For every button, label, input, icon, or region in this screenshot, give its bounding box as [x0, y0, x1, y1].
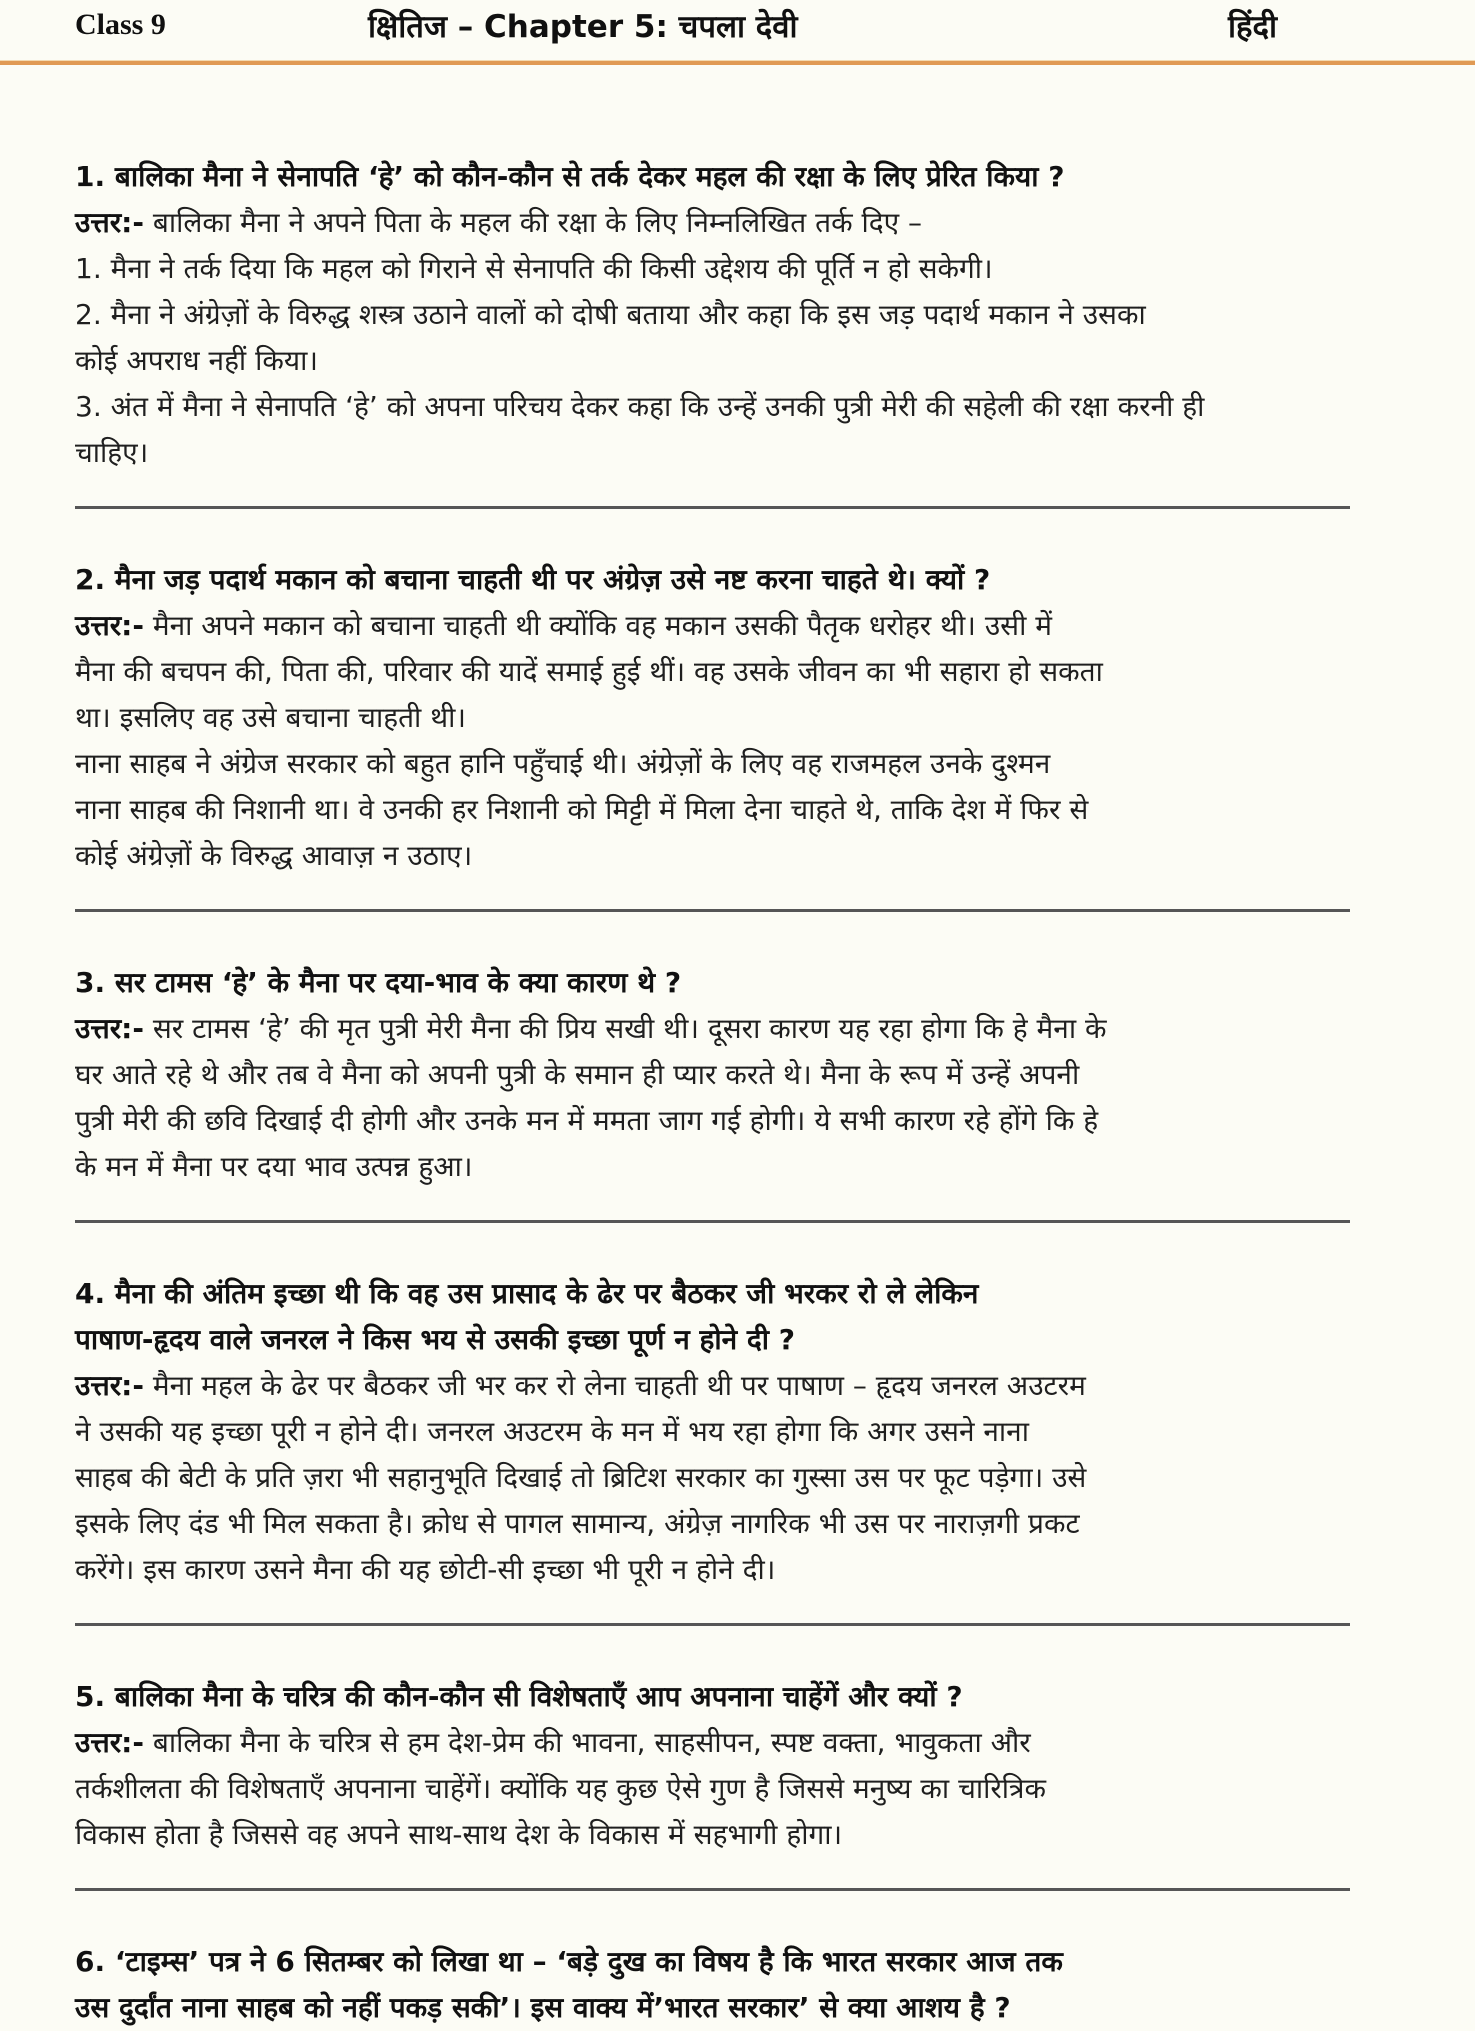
answer-line: 3. अंत में मैना ने सेनापति ‘हे’ को अपना परिचय देकर कहा कि उन्हें उनकी पुत्री मेरी की सहेली की रक्षा करनी ही: [75, 390, 1205, 423]
answer-line: नाना साहब ने अंग्रेज सरकार को बहुत हानि पहुँचाई थी। अंग्रेज़ों के लिए वह राजमहल उनके दुश्मन: [75, 747, 1051, 780]
qa-block-6: [75, 1939, 1430, 2031]
block-divider: [75, 1220, 1350, 1223]
page-header: [0, 0, 1475, 60]
block-divider: [75, 1623, 1350, 1626]
block-divider: [75, 909, 1350, 912]
qa-content: [0, 60, 1475, 2031]
question-line: 3. सर टामस ‘हे’ के मैना पर दया-भाव के क्या कारण थे ?: [75, 966, 682, 999]
qa-block-1: [75, 154, 1430, 476]
qa-block-3: [75, 960, 1430, 1190]
answer-line: इसके लिए दंड भी मिल सकता है। क्रोध से पागल सामान्य, अंग्रेज़ नागरिक भी उस पर नाराज़गी प्रकट: [75, 1507, 1080, 1540]
block-divider: [75, 1888, 1350, 1891]
header-accent-rule: [0, 60, 1475, 65]
answer-label: उत्तर:-: [75, 206, 144, 239]
class-label: Class 9: [75, 8, 166, 41]
question-line: 4. मैना की अंतिम इच्छा थी कि वह उस प्रासाद के ढेर पर बैठकर जी भरकर रो ले लेकिन: [75, 1277, 979, 1310]
answer-line: 2. मैना ने अंग्रेज़ों के विरुद्ध शस्त्र उठाने वालों को दोषी बताया और कहा कि इस जड़ पदार्थ मकान ने उसका: [75, 298, 1146, 331]
answer-line: ने उसकी यह इच्छा पूरी न होने दी। जनरल अउटरम के मन में भय रहा होगा कि अगर उसने नाना: [75, 1415, 1029, 1448]
answer-line: के मन में मैना पर दया भाव उत्पन्न हुआ।: [75, 1150, 473, 1183]
answer-label: उत्तर:-: [75, 609, 144, 642]
answer-line: 1. मैना ने तर्क दिया कि महल को गिराने से सेनापति की किसी उद्देशय की पूर्ति न हो सकेगी।: [75, 252, 993, 285]
qa-block-5: [75, 1674, 1430, 1858]
answer-line: उत्तर:- मैना महल के ढेर पर बैठकर जी भर कर रो लेना चाहती थी पर पाषाण – हृदय जनरल अउटरम: [75, 1369, 1086, 1402]
answer-line: था। इसलिए वह उसे बचाना चाहती थी।: [75, 701, 466, 734]
answer-line: करेंगे। इस कारण उसने मैना की यह छोटी-सी इच्छा भी पूरी न होने दी।: [75, 1553, 776, 1586]
answer-line: उत्तर:- बालिका मैना ने अपने पिता के महल की रक्षा के लिए निम्नलिखित तर्क दिए –: [75, 206, 923, 239]
answer-line: कोई अपराध नहीं किया।: [75, 344, 318, 377]
answer-line: कोई अंग्रेज़ों के विरुद्ध आवाज़ न उठाए।: [75, 839, 473, 872]
answer-line: विकास होता है जिससे वह अपने साथ-साथ देश के विकास में सहभागी होगा।: [75, 1818, 843, 1851]
question-line: पाषाण-हृदय वाले जनरल ने किस भय से उसकी इच्छा पूर्ण न होने दी ?: [75, 1323, 795, 1356]
answer-line: मैना की बचपन की, पिता की, परिवार की यादें समाई हुई थीं। वह उसके जीवन का भी सहारा हो सकता: [75, 655, 1103, 688]
answer-line: उत्तर:- बालिका मैना के चरित्र से हम देश-प्रेम की भावना, साहसीपन, स्पष्ट वक्ता, भावुकता और: [75, 1726, 1031, 1759]
answer-line: घर आते रहे थे और तब वे मैना को अपनी पुत्री के समान ही प्यार करते थे। मैना के रूप में उन्हें अपनी: [75, 1058, 1080, 1091]
answer-line: नाना साहब की निशानी था। वे उनकी हर निशानी को मिट्टी में मिला देना चाहते थे, ताकि देश में फिर से: [75, 793, 1089, 826]
block-divider: [75, 506, 1350, 509]
question-line: उस दुर्दांत नाना साहब को नहीं पकड़ सकी’। इस वाक्य में’भारत सरकार’ से क्या आशय है ?: [75, 1991, 1011, 2024]
answer-label: उत्तर:-: [75, 1369, 144, 1402]
page-title: क्षितिज – Chapter 5: चपला देवी: [368, 9, 798, 45]
question-line: 6. ‘टाइम्स’ पत्र ने 6 सितम्बर को लिखा था – ‘बड़े दुख का विषय है कि भारत सरकार आज तक: [75, 1945, 1063, 1978]
answer-label: उत्तर:-: [75, 1012, 144, 1045]
answer-line: तर्कशीलता की विशेषताएँ अपनाना चाहेंगें। क्योंकि यह कुछ ऐसे गुण है जिससे मनुष्य का चारित्रिक: [75, 1772, 1047, 1805]
qa-block-4: [75, 1271, 1430, 1593]
question-line: 5. बालिका मैना के चरित्र की कौन-कौन सी विशेषताएँ आप अपनाना चाहेंगें और क्यों ?: [75, 1680, 963, 1713]
answer-line: साहब की बेटी के प्रति ज़रा भी सहानुभूति दिखाई तो ब्रिटिश सरकार का गुस्सा उस पर फूट पड़ेगा। उसे: [75, 1461, 1087, 1494]
question-line: 1. बालिका मैना ने सेनापति ‘हे’ को कौन-कौन से तर्क देकर महल की रक्षा के लिए प्रेरित किया ?: [75, 160, 1065, 193]
answer-line: उत्तर:- मैना अपने मकान को बचाना चाहती थी क्योंकि वह मकान उसकी पैतृक धरोहर थी। उसी में: [75, 609, 1052, 642]
subject-label: हिंदी: [1228, 9, 1277, 45]
answer-line: उत्तर:- सर टामस ‘हे’ की मृत पुत्री मेरी मैना की प्रिय सखी थी। दूसरा कारण यह रहा होगा कि हे मैना के: [75, 1012, 1107, 1045]
answer-line: पुत्री मेरी की छवि दिखाई दी होगी और उनके मन में ममता जाग गई होगी। ये सभी कारण रहे होंगे कि हे: [75, 1104, 1099, 1137]
answer-label: उत्तर:-: [75, 1726, 144, 1759]
question-line: 2. मैना जड़ पदार्थ मकान को बचाना चाहती थी पर अंग्रेज़ उसे नष्ट करना चाहते थे। क्यों ?: [75, 563, 991, 596]
qa-block-2: [75, 557, 1430, 879]
answer-line: चाहिए।: [75, 436, 149, 469]
